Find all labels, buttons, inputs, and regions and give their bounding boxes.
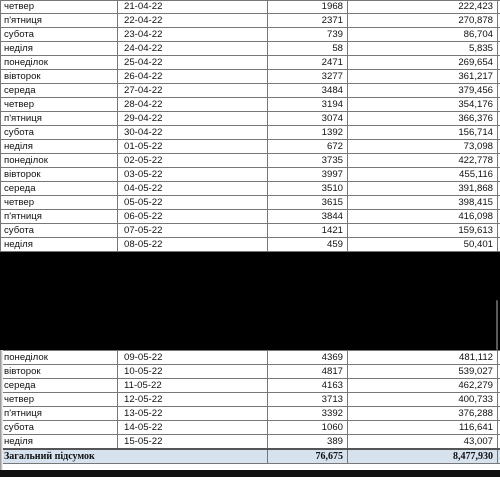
scrollbar-edge xyxy=(496,300,498,350)
date-cell: 05-05-22 xyxy=(118,196,268,210)
day-cell: четвер xyxy=(1,393,118,407)
sum-cell: 361,217 xyxy=(348,70,498,84)
count-cell: 1060 xyxy=(268,421,348,435)
sum-cell: 391,868 xyxy=(348,182,498,196)
count-cell: 1392 xyxy=(268,126,348,140)
sum-cell: 422,778 xyxy=(348,154,498,168)
table-row xyxy=(1,238,500,252)
sum-cell: 539,027 xyxy=(348,365,498,379)
count-cell: 2371 xyxy=(268,14,348,28)
sum-cell: 455,116 xyxy=(348,168,498,182)
table-row xyxy=(1,407,500,421)
count-cell: 389 xyxy=(268,435,348,450)
count-cell: 3510 xyxy=(268,182,348,196)
day-cell: понеділок xyxy=(1,154,118,168)
sum-cell: 116,641 xyxy=(348,421,498,435)
day-cell: понеділок xyxy=(1,56,118,70)
day-cell: четвер xyxy=(1,98,118,112)
table-row xyxy=(1,154,500,168)
table-row xyxy=(1,140,500,154)
day-cell: четвер xyxy=(1,1,118,14)
table-row xyxy=(1,379,500,393)
count-cell: 4369 xyxy=(268,351,348,365)
sum-cell: 400,733 xyxy=(348,393,498,407)
count-cell: 672 xyxy=(268,140,348,154)
sum-cell: 366,376 xyxy=(348,112,498,126)
sum-cell: 379,456 xyxy=(348,84,498,98)
date-cell: 23-04-22 xyxy=(118,28,268,42)
count-cell: 3844 xyxy=(268,210,348,224)
date-cell: 13-05-22 xyxy=(118,407,268,421)
sum-cell: 398,415 xyxy=(348,196,498,210)
page-shadow xyxy=(0,350,3,470)
day-cell: п'ятниця xyxy=(1,407,118,421)
table-row xyxy=(1,168,500,182)
table-row xyxy=(1,98,500,112)
day-cell: п'ятниця xyxy=(1,14,118,28)
count-cell: 459 xyxy=(268,238,348,252)
table-row xyxy=(1,28,500,42)
date-cell: 07-05-22 xyxy=(118,224,268,238)
bottom-edge xyxy=(0,470,500,477)
date-cell: 12-05-22 xyxy=(118,393,268,407)
date-cell: 22-04-22 xyxy=(118,14,268,28)
day-cell: субота xyxy=(1,28,118,42)
date-cell: 08-05-22 xyxy=(118,238,268,252)
day-cell: вівторок xyxy=(1,168,118,182)
date-cell: 24-04-22 xyxy=(118,42,268,56)
count-cell: 3713 xyxy=(268,393,348,407)
date-cell: 21-04-22 xyxy=(118,1,268,14)
sum-cell: 156,714 xyxy=(348,126,498,140)
date-cell: 29-04-22 xyxy=(118,112,268,126)
table-row xyxy=(1,42,500,56)
day-cell: вівторок xyxy=(1,70,118,84)
date-cell: 01-05-22 xyxy=(118,140,268,154)
sum-cell: 5,835 xyxy=(348,42,498,56)
count-cell: 3997 xyxy=(268,168,348,182)
date-cell: 14-05-22 xyxy=(118,421,268,435)
sum-cell: 462,279 xyxy=(348,379,498,393)
table-row xyxy=(1,112,500,126)
table-row xyxy=(1,393,500,407)
day-cell: четвер xyxy=(1,196,118,210)
day-cell: субота xyxy=(1,421,118,435)
day-cell: середа xyxy=(1,182,118,196)
sum-cell: 270,878 xyxy=(348,14,498,28)
count-cell: 58 xyxy=(268,42,348,56)
count-cell: 3392 xyxy=(268,407,348,421)
day-cell: неділя xyxy=(1,140,118,154)
day-cell: субота xyxy=(1,126,118,140)
grand-total-row xyxy=(1,449,500,464)
table-row xyxy=(1,1,500,14)
table-row xyxy=(1,126,500,140)
sum-cell: 269,654 xyxy=(348,56,498,70)
data-table-bottom xyxy=(0,350,500,464)
table-row xyxy=(1,365,500,379)
date-cell: 25-04-22 xyxy=(118,56,268,70)
sum-cell: 73,098 xyxy=(348,140,498,154)
date-cell: 15-05-22 xyxy=(118,435,268,450)
table-row xyxy=(1,224,500,238)
day-cell: понеділок xyxy=(1,351,118,365)
count-cell: 2471 xyxy=(268,56,348,70)
sum-cell: 481,112 xyxy=(348,351,498,365)
table-row xyxy=(1,56,500,70)
sum-cell: 86,704 xyxy=(348,28,498,42)
sum-cell: 354,176 xyxy=(348,98,498,112)
table-row xyxy=(1,421,500,435)
sum-cell: 416,098 xyxy=(348,210,498,224)
date-cell: 27-04-22 xyxy=(118,84,268,98)
page-separator xyxy=(0,252,500,350)
table-row xyxy=(1,351,500,365)
table-row xyxy=(1,84,500,98)
date-cell: 26-04-22 xyxy=(118,70,268,84)
count-cell: 1968 xyxy=(268,1,348,14)
count-cell: 739 xyxy=(268,28,348,42)
date-cell: 30-04-22 xyxy=(118,126,268,140)
count-cell: 4817 xyxy=(268,365,348,379)
sum-cell: 43,007 xyxy=(348,435,498,450)
day-cell: середа xyxy=(1,84,118,98)
count-cell: 3194 xyxy=(268,98,348,112)
day-cell: неділя xyxy=(1,435,118,450)
date-cell: 02-05-22 xyxy=(118,154,268,168)
count-cell: 1421 xyxy=(268,224,348,238)
count-cell: 3277 xyxy=(268,70,348,84)
table-row xyxy=(1,210,500,224)
date-cell: 10-05-22 xyxy=(118,365,268,379)
day-cell: вівторок xyxy=(1,365,118,379)
day-cell: неділя xyxy=(1,238,118,252)
grand-total-sum: 8,477,930 xyxy=(348,449,498,464)
spreadsheet-page-bottom xyxy=(0,350,500,470)
table-row xyxy=(1,196,500,210)
sum-cell: 159,613 xyxy=(348,224,498,238)
grand-total-label: Загальний підсумок xyxy=(1,449,268,464)
date-cell: 03-05-22 xyxy=(118,168,268,182)
date-cell: 04-05-22 xyxy=(118,182,268,196)
day-cell: середа xyxy=(1,379,118,393)
sum-cell: 50,401 xyxy=(348,238,498,252)
table-row xyxy=(1,70,500,84)
day-cell: п'ятниця xyxy=(1,112,118,126)
day-cell: п'ятниця xyxy=(1,210,118,224)
day-cell: неділя xyxy=(1,42,118,56)
count-cell: 3615 xyxy=(268,196,348,210)
date-cell: 28-04-22 xyxy=(118,98,268,112)
sum-cell: 376,288 xyxy=(348,407,498,421)
grand-total-count: 76,675 xyxy=(268,449,348,464)
sum-cell: 222,423 xyxy=(348,1,498,14)
count-cell: 3735 xyxy=(268,154,348,168)
count-cell: 4163 xyxy=(268,379,348,393)
date-cell: 09-05-22 xyxy=(118,351,268,365)
count-cell: 3074 xyxy=(268,112,348,126)
table-row xyxy=(1,182,500,196)
table-row xyxy=(1,435,500,450)
date-cell: 11-05-22 xyxy=(118,379,268,393)
date-cell: 06-05-22 xyxy=(118,210,268,224)
table-row xyxy=(1,14,500,28)
day-cell: субота xyxy=(1,224,118,238)
count-cell: 3484 xyxy=(268,84,348,98)
